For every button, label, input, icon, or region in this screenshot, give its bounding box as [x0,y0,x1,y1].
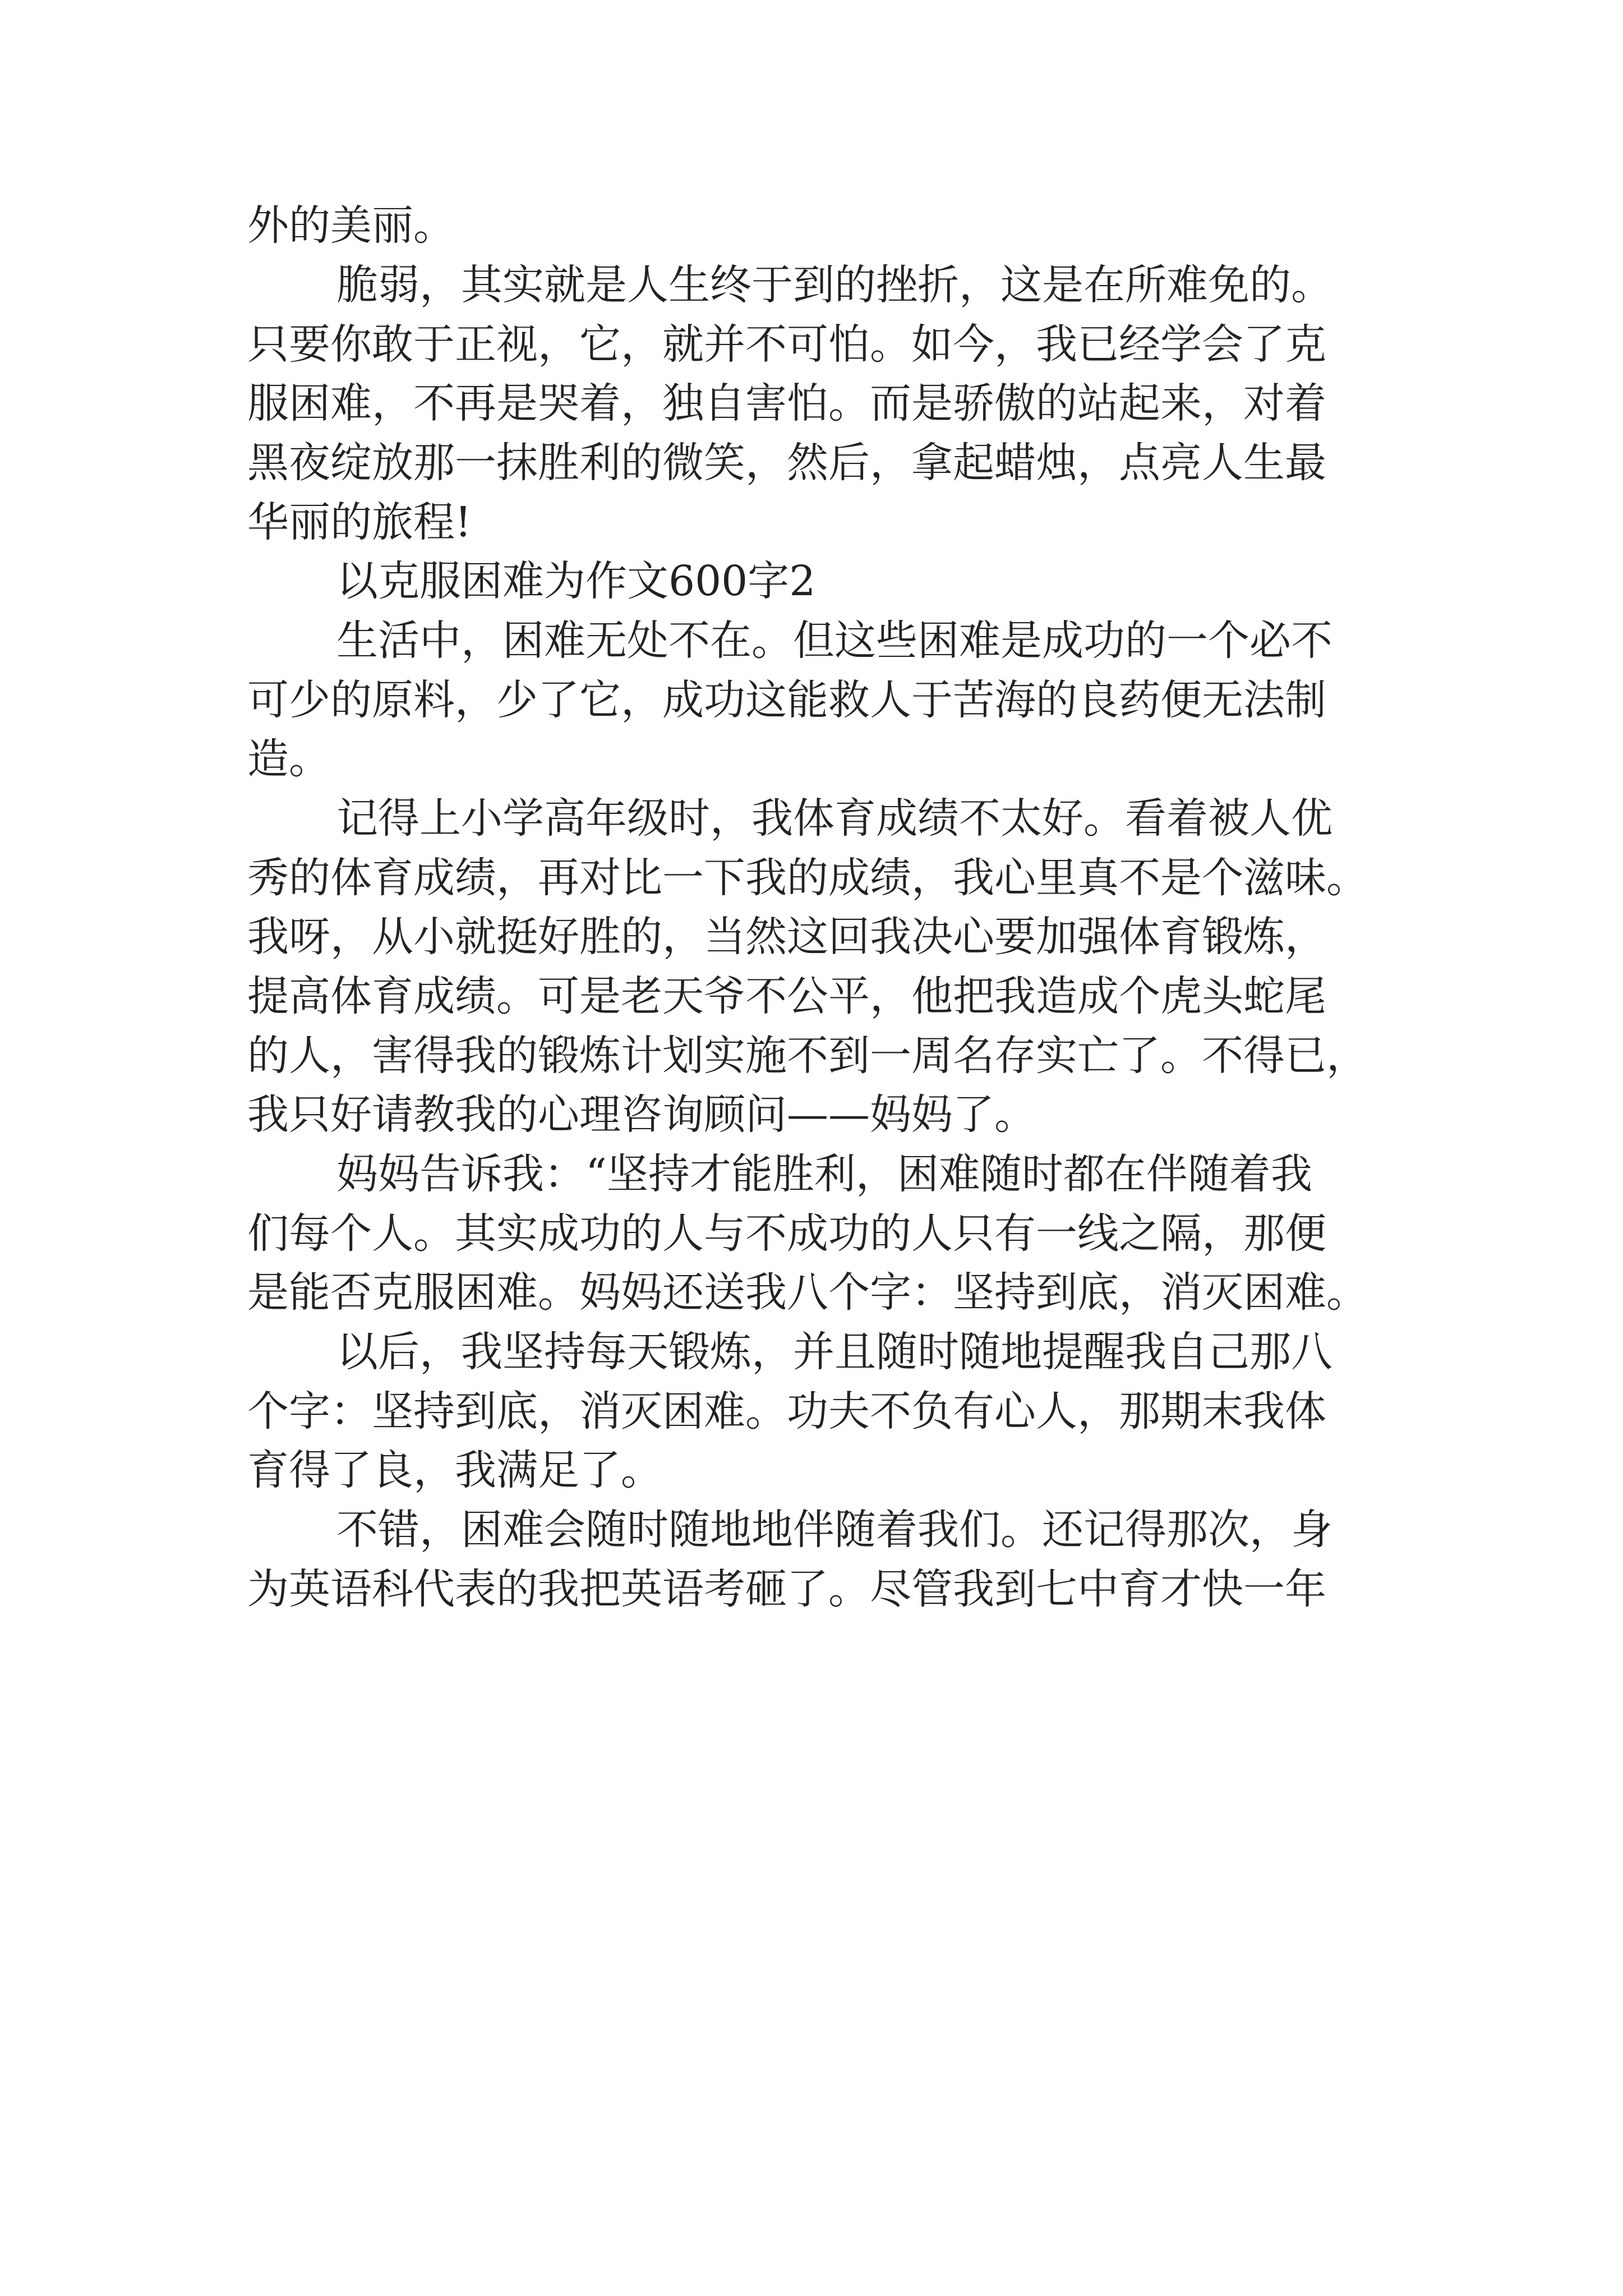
text-line: 不错，困难会随时随地地伴随着我们。还记得那次，身 [336,1506,1332,1554]
text-line: 们每个人。其实成功的人与不成功的人只有一线之隔，那便 [247,1209,1326,1258]
text-line: 我呀，从小就挺好胜的，当然这回我决心要加强体育锻炼， [247,913,1326,961]
text-line: 我只好请教我的心理咨询顾问——妈妈了。 [247,1091,1036,1139]
text-line: 妈妈告诉我：“坚持才能胜利，困难随时都在伴随着我 [336,1150,1312,1198]
text-line: 生活中，困难无处不在。但这些困难是成功的一个必不 [336,616,1332,665]
text-line: 秀的体育成绩，再对比一下我的成绩，我心里真不是个滋味。 [247,854,1368,902]
text-line: 造。 [247,735,330,783]
text-line: 外的美丽。 [247,201,455,250]
text-line: 个字：坚持到底，消灭困难。功夫不负有心人，那期末我体 [247,1387,1326,1435]
text-line: 脆弱，其实就是人生终于到的挫折，这是在所难免的。 [336,261,1332,309]
text-line: 为英语科代表的我把英语考砸了。尽管我到七中育才快一年 [247,1565,1326,1613]
text-line: 育得了良，我满足了。 [247,1446,662,1494]
text-line: 记得上小学高年级时，我体育成绩不太好。看着被人优 [336,794,1332,843]
text-line: 的人，害得我的锻炼计划实施不到一周名存实亡了。不得已， [247,1032,1368,1080]
text-line: 以后，我坚持每天锻炼，并且随时随地提醒我自己那八 [336,1328,1332,1376]
text-line: 华丽的旅程! [247,498,472,546]
text-line: 可少的原料，少了它，成功这能救人于苦海的良药便无法制 [247,676,1326,724]
section-heading: 以克服困难为作文600字2 [336,557,816,605]
text-line: 提高体育成绩。可是老天爷不公平，他把我造成个虎头蛇尾 [247,972,1326,1020]
text-line: 是能否克服困难。妈妈还送我八个字：坚持到底，消灭困难。 [247,1268,1368,1317]
text-line: 服困难，不再是哭着，独自害怕。而是骄傲的站起来，对着 [247,379,1326,427]
text-line: 只要你敢于正视，它，就并不可怕。如今，我已经学会了克 [247,320,1326,369]
text-line: 黑夜绽放那一抹胜利的微笑，然后，拿起蜡烛，点亮人生最 [247,439,1326,487]
